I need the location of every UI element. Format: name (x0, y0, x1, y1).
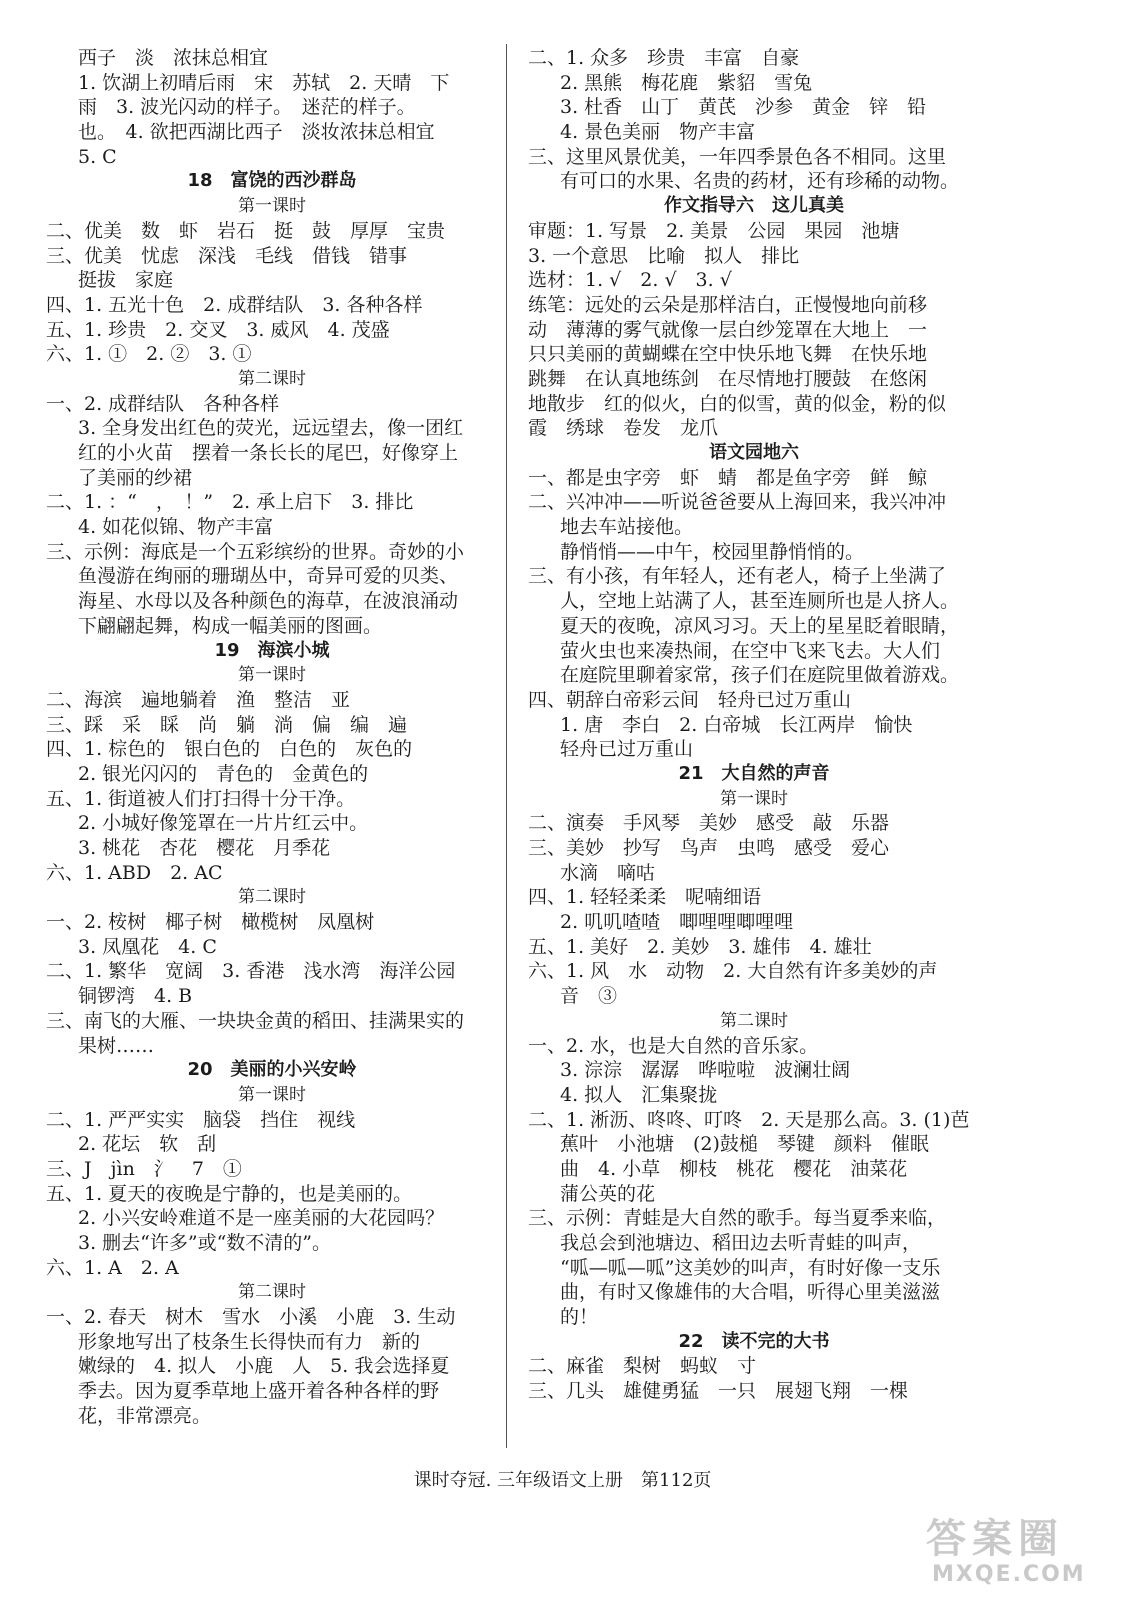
answer-line: 一、2. 春天 树木 雪水 小溪 小鹿 3. 生动 (46, 1306, 456, 1329)
answer-line: 曲 4. 小草 柳枝 桃花 樱花 油菜花 (560, 1157, 908, 1180)
answer-line: 2. 花坛 软 刮 (78, 1133, 217, 1156)
answer-line: 2. 银光闪闪的 青色的 金黄色的 (78, 762, 369, 785)
answer-line: 3. 桃花 杏花 樱花 月季花 (78, 837, 331, 859)
answer-line: 4. 拟人 汇集聚拢 (560, 1083, 718, 1106)
answer-line: 水滴 嘀咕 (560, 861, 656, 884)
lesson-subheading: 第一课时 (720, 788, 788, 809)
watermark-logo (926, 1516, 1111, 1594)
answer-line: 轻舟已过万重山 (560, 738, 694, 761)
answer-line: 二、1. ：“ ， ！” 2. 承上启下 3. 排比 (46, 491, 414, 514)
answer-line: 一、2. 水，也是大自然的音乐家。 (528, 1034, 819, 1057)
watermark-url: MXQE.COM (932, 1562, 1086, 1587)
lesson-subheading: 第二课时 (238, 1282, 306, 1303)
answer-line: 五、1. 街道被人们打扫得十分干净。 (46, 787, 356, 810)
lesson-subheading: 第二课时 (238, 887, 306, 908)
answer-line: 动 薄薄的雾气就像一层白纱笼罩在大地上 一 (528, 318, 928, 341)
answer-line: 二、演奏 手风琴 美妙 感受 敲 乐器 (528, 812, 890, 835)
answer-line: 二、麻雀 梨树 蚂蚁 寸 (528, 1355, 757, 1378)
answer-line: 我总会到池塘边、稻田边去听青蛙的叫声， (560, 1232, 922, 1254)
answer-line: 季去。因为夏季草地上盛开着各种各样的野 (78, 1380, 440, 1403)
section-heading: 语文园地六 (709, 442, 799, 463)
answer-line: 铜锣湾 4. B (78, 985, 193, 1008)
section-heading: 21 大自然的声音 (678, 762, 830, 784)
answer-line: 六、1. ① 2. ② 3. ① (46, 343, 252, 366)
answer-line: 二、兴冲冲——听说爸爸要从上海回来，我兴冲冲 (528, 491, 947, 514)
answer-line: 审题：1. 写景 2. 美景 公园 果园 池塘 (528, 219, 900, 242)
answer-line: 西子 淡 浓抹总相宜 (78, 47, 269, 69)
answer-line: 练笔：远处的云朵是那样洁白，正慢慢地向前移 (528, 293, 928, 316)
answer-line: 鱼漫游在绚丽的珊瑚丛中，奇异可爱的贝类、 (78, 565, 459, 588)
lesson-subheading: 第一课时 (238, 1084, 306, 1105)
answer-line: 挺拔 家庭 (78, 269, 174, 292)
answer-line: 果树…… (78, 1034, 155, 1057)
answer-line: 六、1. 风 水 动物 2. 大自然有许多美妙的声 (528, 960, 938, 983)
answer-line: 选材：1. √ 2. √ 3. √ (528, 269, 732, 292)
answer-line: 地散步 红的似火，白的似雪，黄的似金，粉的似 (528, 392, 947, 415)
answer-line: 六、1. ABD 2. AC (46, 861, 223, 884)
section-heading: 22 读不完的大书 (678, 1330, 830, 1352)
lesson-subheading: 第二课时 (238, 368, 306, 389)
section-heading: 作文指导六 这儿真美 (664, 195, 844, 217)
answer-line: 静悄悄——中午，校园里静悄悄的。 (560, 540, 865, 563)
answer-line: “呱—呱—呱”这美妙的叫声，有时好像一支乐 (560, 1256, 941, 1279)
answer-line: 三、南飞的大雁、一块块金黄的稻田、挂满果实的 (46, 1009, 465, 1032)
section-heading: 19 海滨小城 (214, 639, 330, 661)
answer-line: 3. 删去“许多”或“数不清的”。 (78, 1232, 332, 1254)
answer-line: 五、1. 美好 2. 美妙 3. 雄伟 4. 雄壮 (528, 935, 872, 958)
answer-line: 2. 叽叽喳喳 唧哩哩唧哩哩 (560, 911, 794, 934)
answer-line: 海星、水母以及各种颜色的海草，在波浪涌动 (78, 590, 459, 613)
answer-line: 四、1. 轻轻柔柔 呢喃细语 (528, 886, 762, 909)
answer-line: 雨 3. 波光闪动的样子。 迷茫的样子。 (78, 96, 416, 119)
answer-line: 夏天的夜晚，凉风习习。天上的星星眨着眼睛， (560, 614, 960, 637)
answer-line: 4. 如花似锦、物产丰富 (78, 516, 274, 539)
answer-line: 四、朝辞白帝彩云间 轻舟已过万重山 (528, 688, 852, 711)
answer-line: 2. 小兴安岭难道不是一座美丽的大花园吗？ (78, 1207, 445, 1230)
answer-line: 音 ③ (560, 985, 618, 1008)
answer-line: 五、1. 夏天的夜晚是宁静的，也是美丽的。 (46, 1182, 413, 1205)
answer-line: 3. 杜香 山丁 黄芪 沙参 黄金 锌 铅 (560, 96, 927, 119)
answer-line: 五、1. 珍贵 2. 交叉 3. 威风 4. 茂盛 (46, 318, 390, 341)
answer-line: 霞 绣球 卷发 龙爪 (528, 417, 719, 440)
answer-line: 蒲公英的花 (560, 1182, 656, 1205)
lesson-subheading: 第一课时 (238, 665, 306, 686)
answer-line: 三、踩 采 睬 尚 躺 淌 偏 编 遍 (46, 713, 408, 736)
answer-line: 三、示例：青蛙是大自然的歌手。每当夏季来临， (528, 1207, 947, 1230)
answer-line: 5. C (78, 145, 117, 168)
answer-line: 四、1. 五光十色 2. 成群结队 3. 各种各样 (46, 293, 423, 316)
answer-line: 2. 黑熊 梅花鹿 紫貂 雪兔 (560, 71, 813, 94)
answer-line: 三、这里风景优美，一年四季景色各不相同。这里 (528, 145, 947, 168)
answer-line: 跳舞 在认真地练剑 在尽情地打腰鼓 在悠闲 (528, 367, 928, 390)
answer-line: 3. 一个意思 比喻 拟人 排比 (528, 244, 800, 267)
answer-line: 2. 小城好像笼罩在一片片红云中。 (78, 812, 369, 835)
answer-line: 3. 全身发出红色的荧光，远远望去，像一团红 (78, 417, 464, 440)
answer-line: 1. 饮湖上初晴后雨 宋 苏轼 2. 天晴 下 (78, 71, 450, 94)
answer-line: 只只美丽的黄蝴蝶在空中快乐地飞舞 在快乐地 (528, 343, 928, 366)
answer-line: 有可口的水果、名贵的药材，还有珍稀的动物。 (560, 170, 960, 193)
answer-line: 红的小火苗 摆着一条长长的尾巴，好像穿上 (78, 442, 459, 464)
answer-line: 一、2. 桉树 椰子树 橄榄树 凤凰树 (46, 911, 375, 934)
left-column (46, 46, 498, 1429)
answer-line: 嫩绿的 4. 拟人 小鹿 人 5. 我会选择夏 (78, 1355, 450, 1378)
answer-line: 二、1. 众多 珍贵 丰富 自豪 (528, 47, 800, 69)
section-heading: 20 美丽的小兴安岭 (187, 1059, 357, 1081)
answer-line: 一、2. 成群结队 各种各样 (46, 392, 280, 415)
answer-line: 也。 4. 欲把西湖比西子 淡妆浓抹总相宜 (78, 121, 435, 144)
answer-line: 的！ (560, 1306, 599, 1329)
answer-line: 三、美妙 抄写 鸟声 虫鸣 感受 爱心 (528, 837, 890, 859)
column-divider (506, 44, 507, 1448)
answer-line: 三、几头 雄健勇猛 一只 展翅飞翔 一棵 (528, 1380, 909, 1403)
answer-line: 二、优美 数 虾 岩石 挺 鼓 厚厚 宝贵 (46, 219, 446, 242)
answer-line: 三、优美 忧虑 深浅 毛线 借钱 错事 (46, 244, 408, 267)
answer-line: 一、都是虫字旁 虾 蜻 都是鱼字旁 鲜 鲸 (528, 466, 928, 489)
watermark-text: 答案圈 (926, 1516, 1064, 1562)
answer-line: 形象地写出了枝条生长得快而有力 新的 (78, 1330, 421, 1353)
answer-line: 蕉叶 小池塘 (2)鼓槌 琴键 颜料 催眠 (560, 1133, 929, 1156)
answer-line: 四、1. 棕色的 银白色的 白色的 灰色的 (46, 738, 413, 761)
answer-line: 六、1. A 2. A (46, 1256, 179, 1279)
answer-line: 二、1. 淅沥、咚咚、叮咚 2. 天是那么高。3. (1)芭 (528, 1108, 970, 1131)
answer-line: 三、J jìn 氵 7 ① (46, 1157, 242, 1180)
answer-line: 下翩翩起舞，构成一幅美丽的图画。 (78, 614, 383, 637)
answer-line: 4. 景色美丽 物产丰富 (560, 121, 756, 144)
answer-line: 二、海滨 遍地躺着 渔 整洁 亚 (46, 688, 351, 711)
answer-line: 在庭院里聊着家常，孩子们在庭院里做着游戏。 (560, 664, 960, 687)
answer-line: 二、1. 严严实实 脑袋 挡住 视线 (46, 1108, 356, 1131)
answer-line: 曲，有时又像雄伟的大合唱，听得心里美滋滋 (560, 1281, 941, 1304)
answer-line: 3. 凤凰花 4. C (78, 935, 217, 958)
section-heading: 18 富饶的西沙群岛 (187, 170, 357, 192)
answer-line: 人，空地上站满了人，甚至连厕所也是人挤人。 (560, 590, 960, 613)
right-column (528, 46, 980, 1404)
answer-line: 了美丽的纱裙 (78, 466, 193, 489)
answer-line: 萤火虫也来凑热闹，在空中飞来飞去。大人们 (560, 639, 941, 662)
answer-line: 三、示例：海底是一个五彩缤纷的世界。奇妙的小 (46, 540, 465, 563)
answer-line: 地去车站接他。 (560, 516, 694, 539)
answer-line: 花，非常漂亮。 (78, 1404, 212, 1427)
lesson-subheading: 第二课时 (720, 1010, 788, 1031)
answer-line: 3. 淙淙 潺潺 哗啦啦 波澜壮阔 (560, 1059, 851, 1082)
answer-line: 1. 唐 李白 2. 白帝城 长江两岸 愉快 (560, 713, 913, 736)
answer-line: 三、有小孩，有年轻人，还有老人，椅子上坐满了 (528, 565, 947, 588)
page-footer: 课时夺冠. 三年级语文上册 第112页 (413, 1470, 712, 1491)
lesson-subheading: 第一课时 (238, 196, 306, 217)
answer-line: 二、1. 繁华 宽阔 3. 香港 浅水湾 海洋公园 (46, 960, 456, 983)
